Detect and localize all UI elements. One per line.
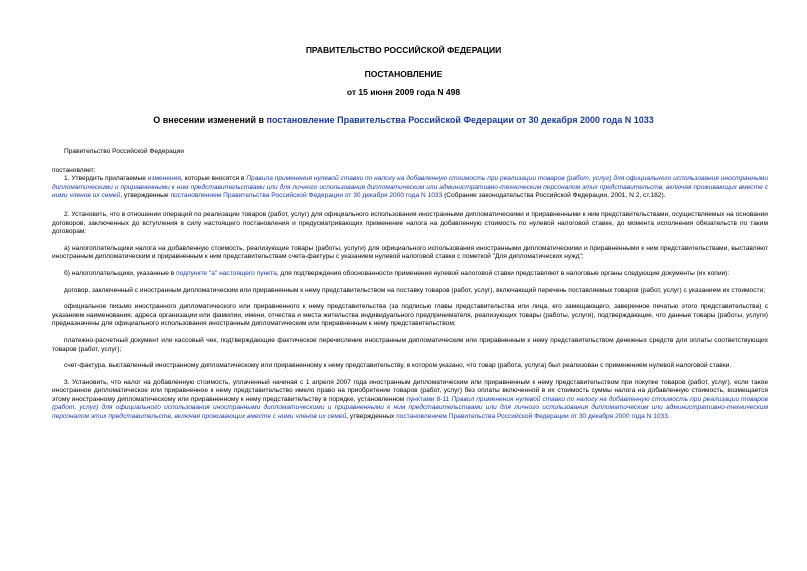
paragraph-3: 3. Установить, что налог на добавленную стоимость, уплаченный начиная с 1 апреля 2007 года иностранным дипломатическим или приравненным к нему представительством при покупке товаров (работ, услуг), если такое иностранное дипломатическое или приравненное к нему представительство имело право на приобретение товаров (работ, услуг) без оплаты включенной в их стоимость суммы налога на добавленную стоимость, возмещается этому иностранному дипломатическому или приравненному к нему представительству в порядке, установленном пунктами 8-11 Правил применения нулевой ставки по налогу на добавленную стоимость при реализации товаров (работ, услуг) для официального использования иностранными дипломатическими и приравненными к ним представительствами или для личного использования дипломатическим или административно-техническим персоналом этих представительств, включая проживающих вместе с ними членов их семей, утвержденных постановлением Правительства Российской Федерации от 30 декабря 2000 года N 1033. — [52, 378, 768, 421]
document-body — [52, 148, 768, 422]
document-type: ПОСТАНОВЛЕНИЕ — [364, 69, 443, 79]
paragraph-2b: б) налогоплательщики, указанные в подпункте "а" настоящего пункта, для подтверждения обоснованности применения нулевой налоговой ставки представляют в налоговые органы следующие документы (их копии): — [64, 269, 730, 277]
paragraph-2b-contract: договор, заключенный с иностранным дипломатическим или приравненным к нему представительством на поставку товаров (работ, услуг), включающий перечень поставляемых товаров (работ, услуг) с указанием их стоимости; — [64, 286, 766, 294]
title-prefix: О внесении изменений в — [153, 115, 267, 125]
paragraph-2a: а) налогоплательщики налога на добавленную стоимость, реализующие товары (работы, услуги) для официального использования иностранными дипломатическими и приравненными к ним представительствами, выставляют иностранным дипломатическим и приравненным к ним представительствам счета-фактуры с указанием нулевой налоговой ставки с пометкой "Для дипломатических нужд"; — [52, 244, 768, 261]
link-zero-rate-rules[interactable]: Правила применения нулевой ставки по налогу на добавленную стоимость при реализации товаров (работ, услуг) для официального использования иностранными дипломатическими и приравненными к ним представительствами или для личного использования дипломатическим или административно-техническим персоналом этих представительств, включая проживающих вместе с ними членов их семей — [52, 175, 768, 200]
paragraph-2b-payment-document: платежно-расчетный документ или кассовый чек, подтверждающие фактическое перечисление иностранным дипломатическим или приравненным к нему представительством денежных средств для оплаты соответствующих товаров (работ, услуг); — [52, 336, 768, 353]
paragraph-2b-invoice: счет-фактура, выставленный иностранному дипломатическому или приравненному к нему представительству, в котором указано, что товар (работа, услуга) был реализован с применением нулевой налоговой ставки. — [64, 362, 732, 370]
government-name: ПРАВИТЕЛЬСТВО РОССИЙСКОЙ ФЕДЕРАЦИИ — [305, 45, 502, 55]
link-zero-rate-rules-2[interactable]: Правил применения нулевой ставки по налогу на добавленную стоимость при реализации товаров (работ, услуг) для официального использования иностранными дипломатическими и приравненными к ним представительствами или для личного использования дипломатическим или административно-техническим персоналом этих представительств, включая проживающих вместе с ними членов их семей — [52, 395, 768, 421]
document-date-number: от 15 июня 2009 года N 498 — [346, 87, 461, 97]
issuer-text: Правительство Российской Федерации — [64, 148, 184, 155]
decides-text: постановляет: — [52, 166, 96, 174]
link-resolution-1033-2[interactable]: постановлением Правительства Российской Федерации от 30 декабря 2000 года N 1033 — [396, 413, 668, 421]
link-changes[interactable]: изменения — [147, 175, 181, 183]
link-resolution-1033[interactable]: постановлением Правительства Российской Федерации от 30 декабря 2000 года N 1033 — [170, 192, 443, 200]
document-title — [0, 115, 807, 125]
paragraph-2: 2. Установить, что в отношении операций по реализации товаров (работ, услуг) для официального использования иностранными дипломатическими и приравненными к ним представительствами, осуществляемых на основании договоров, заключенных до вступления в силу настоящего постановления и предусматривающих применение налога на добавленную стоимость по нулевой налоговой ставке, до момента исполнения обязательств по таким договорам: — [52, 210, 768, 236]
link-points-8-11[interactable]: пунктами 8-11 — [406, 395, 450, 403]
paragraph-1: 1. Утвердить прилагаемые изменения, которые вносятся в Правила применения нулевой ставки по налогу на добавленную стоимость при реализации товаров (работ, услуг) для официального использования иностранными дипломатическими и приравненными к ним представительствами или для личного использования дипломатическим или административно-техническим персоналом этих представительств, включая проживающих вместе с ними членов их семей, утвержденные постановлением Правительства Российской Федерации от 30 декабря 2000 года N 1033 (Собрание законодательства Российской Федерации, 2001, N 2, ст.182). — [52, 175, 768, 200]
link-subparagraph-a[interactable]: подпункте "а" настоящего пункта — [176, 269, 277, 277]
paragraph-2b-official-letter: официальное письмо иностранного дипломатического или приравненного к нему представительства (за подписью главы представительства или лица, его замещающего, заверенное печатью этого представительства) с указанием наименования, адреса организации или фамилии, имени, отчества и места жительства индивидуального предпринимателя, реализующих товары (работы, услуги), подтверждающее, что данные товары (работы, услуги) предназначены для официального использования иностранным дипломатическим или приравненным к нему представительством; — [52, 303, 768, 328]
title-link-resolution-1033[interactable]: постановление Правительства Российской Федерации от 30 декабря 2000 года N 1033 — [266, 115, 654, 125]
